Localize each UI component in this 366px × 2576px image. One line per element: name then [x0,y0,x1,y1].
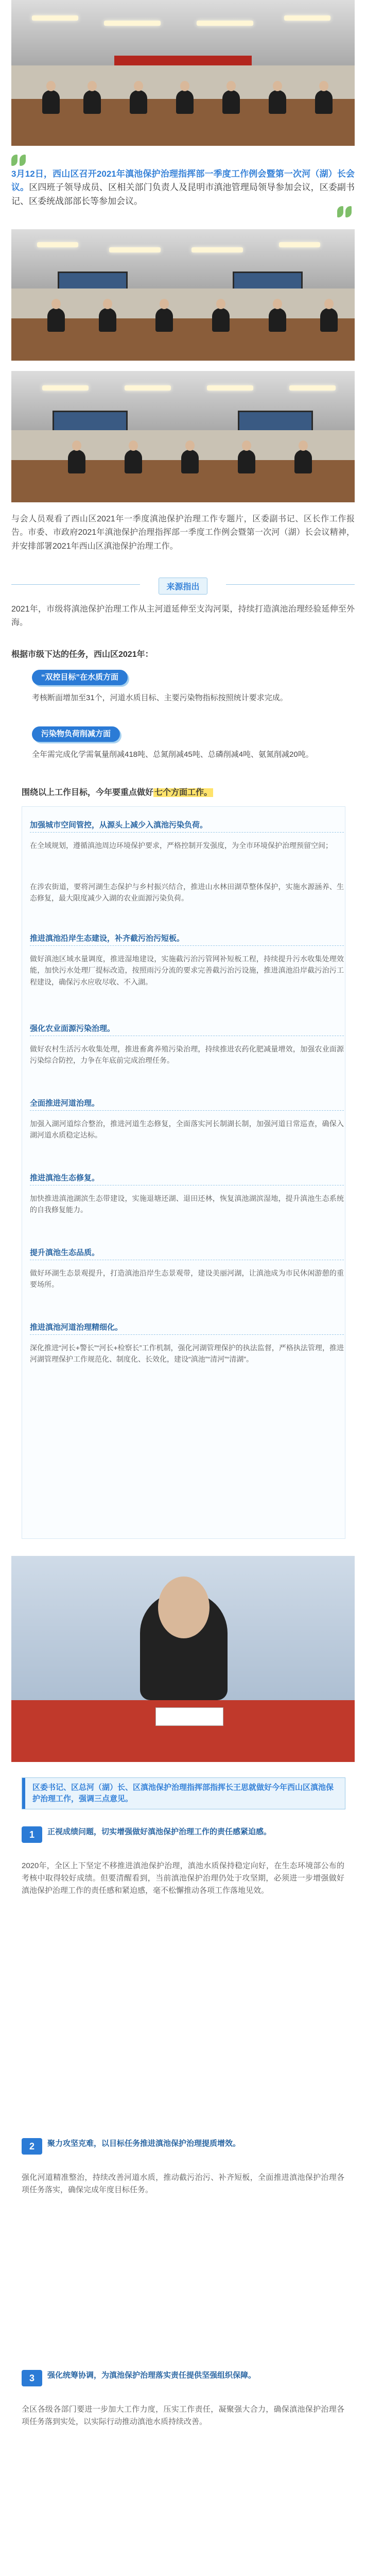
task-text: 在涉农街道，要将河湖生态保护与乡村振兴结合，推进山水林田湖草整体保护，实施水源涵养、生态修复，最大限度减少入湖的农业面源污染负荷。 [30,883,344,903]
close-quote-icon [337,206,355,222]
point-number-badge: 1 [22,1826,42,1843]
focus-line [22,786,213,798]
task-title: 强化农业面源污染治理。 [30,1023,344,1036]
point-text: 全区各级各部门要进一步加大工作力度，压实工作责任，凝聚强大合力，确保滇池保护治理各项任务落到实处，以实际行动推动滇池水质持续改善。 [22,2405,344,2426]
lead-quote-rest: 区四班子领导成员、区相关部门负责人及昆明市滇池管理局领导参加会议，区委副书记、区委统战部部长等参加会议。 [11,182,355,206]
speaker-photo [11,1556,355,1762]
task-text: 深化推进“河长+警长”“河长+检察长”工作机制，强化河湖管理保护的执法监督，严格执法管理，推进河湖管理保护工作规范化、制度化、长效化，建设“滇池”“清河”“清湖”。 [30,1344,344,1364]
goal-tag-water: “双控目标”在水质方面 [32,670,128,685]
task-text: 做好农村生活污水收集处理，推进畜禽养殖污染治理，持续推进农药化肥减量增效，加强农业面源污染综合防控，力争在年底前完成治理任务。 [30,1045,344,1065]
task-title: 加强城市空间管控，从源头上减少入滇池污染负荷。 [30,819,344,833]
goal-text-load: 全年需完成化学需氧量削减418吨、总氮削减45吨、总磷削减4吨、氨氮削减20吨。 [32,750,313,759]
point-title: 正视成绩问题，切实增强做好滇池保护治理工作的责任感紧迫感。 [47,1827,272,1836]
section-intro: 2021年，市级将滇池保护治理工作从主河道延伸至支沟河渠，持续打造滇池治理经验延伸至外海。 [11,605,355,628]
task-title: 推进滇池河道治理精细化。 [30,1321,344,1335]
section-tag-source [0,577,366,592]
task-text: 加快推进滇池湖滨生态带建设，实施退塘还湖、退田还林，恢复滇池湖滨湿地，提升滇池生态系统的自我修复能力。 [30,1194,344,1214]
task-title: 推进滇池沿岸生态建设，补齐截污治污短板。 [30,933,344,946]
goal-text-water: 考核断面增加至31个，河道水质目标、主要污染物指标按照统计要求完成。 [32,693,288,702]
point-text: 2020年，全区上下坚定不移推进滇池保护治理，滇池水质保持稳定向好，在生态环境部公布的考核中取得较好成绩。但要清醒看到，当前滇池保护治理仍处于攻坚期，必须进一步增强做好滇池保护治理工作的责任感和紧迫感，毫不松懈推动各项工作落地见效。 [22,1861,344,1895]
speaker-card [22,1777,345,1809]
meeting-photo-2 [11,229,355,361]
point-title: 聚力攻坚克难，以目标任务推进滇池保护治理提质增效。 [47,2139,241,2148]
task-text: 做好滇池区域水量调度，推进湿地建设，实施截污治污管网补短板工程，持续提升污水收集处理效能，加快污水处理厂提标改造，按照雨污分流的要求完善截污治污设施，推进滇池沿岸截污治污工程建设，确保污水应收尽收、不入湖。 [30,955,344,986]
focus-line-prefix: 围绕以上工作目标，今年要重点做好 [22,788,154,797]
point-number-badge: 3 [22,2370,42,2386]
task-text: 在全域规划，遵循滇池周边环境保护要求，严格控制开发强度，为全市环境保护治理预留空间； [30,841,333,850]
point-text: 强化河道精准整治，持续改善河道水质，推动截污治污、补齐短板，全面推进滇池保护治理各项任务落实，确保完成年度目标任务。 [22,2173,344,2194]
goals-heading: 根据市级下达的任务，西山区2021年： [11,650,153,659]
task-text: 做好环湖生态景观提升，打造滇池沿岸生态景观带，建设美丽河湖，让滇池成为市民休闲游憩的重要场所。 [30,1269,344,1289]
meeting-photo-3 [11,371,355,502]
task-title: 提升滇池生态品质。 [30,1247,344,1260]
point-title: 强化统筹协调，为滇池保护治理落实责任提供坚强组织保障。 [47,2371,256,2380]
lead-quote-bold: 3月12日，西山区召开2021年滇池保护治理指挥部一季度工作例会暨第一次河（湖）长会议。 [11,169,355,193]
section-tag-label: 来源指出 [159,578,207,595]
speaker-card-text: 区委书记、区总河（湖）长、区滇池保护治理指挥部指挥长王思就做好今年西山区滇池保护治理工作，强调三点意见。 [32,1783,334,1803]
focus-line-mark: 七个方面工作。 [154,788,213,797]
meeting-photo-1 [11,0,355,146]
lead-quote [11,167,355,208]
task-title: 推进滇池生态修复。 [30,1172,344,1185]
task-text: 加强入湖河道综合整治，推进河道生态修复，全面落实河长制湖长制，加强河道日常巡查，确保入湖河道水质稳定达标。 [30,1120,344,1140]
task-title: 全面推进河道治理。 [30,1097,344,1111]
meeting-summary: 与会人员观看了西山区2021年一季度滇池保护治理工作专题片，区委副书记、区长作工作报告。市委、市政府2021年滇池保护治理指挥部一季度工作例会暨第一次河（湖）长会议精神，并安排部署2021年西山区滇池保护治理工作。 [11,515,355,551]
goal-tag-load: 污染物负荷削减方面 [32,726,120,742]
point-number-badge: 2 [22,2138,42,2155]
